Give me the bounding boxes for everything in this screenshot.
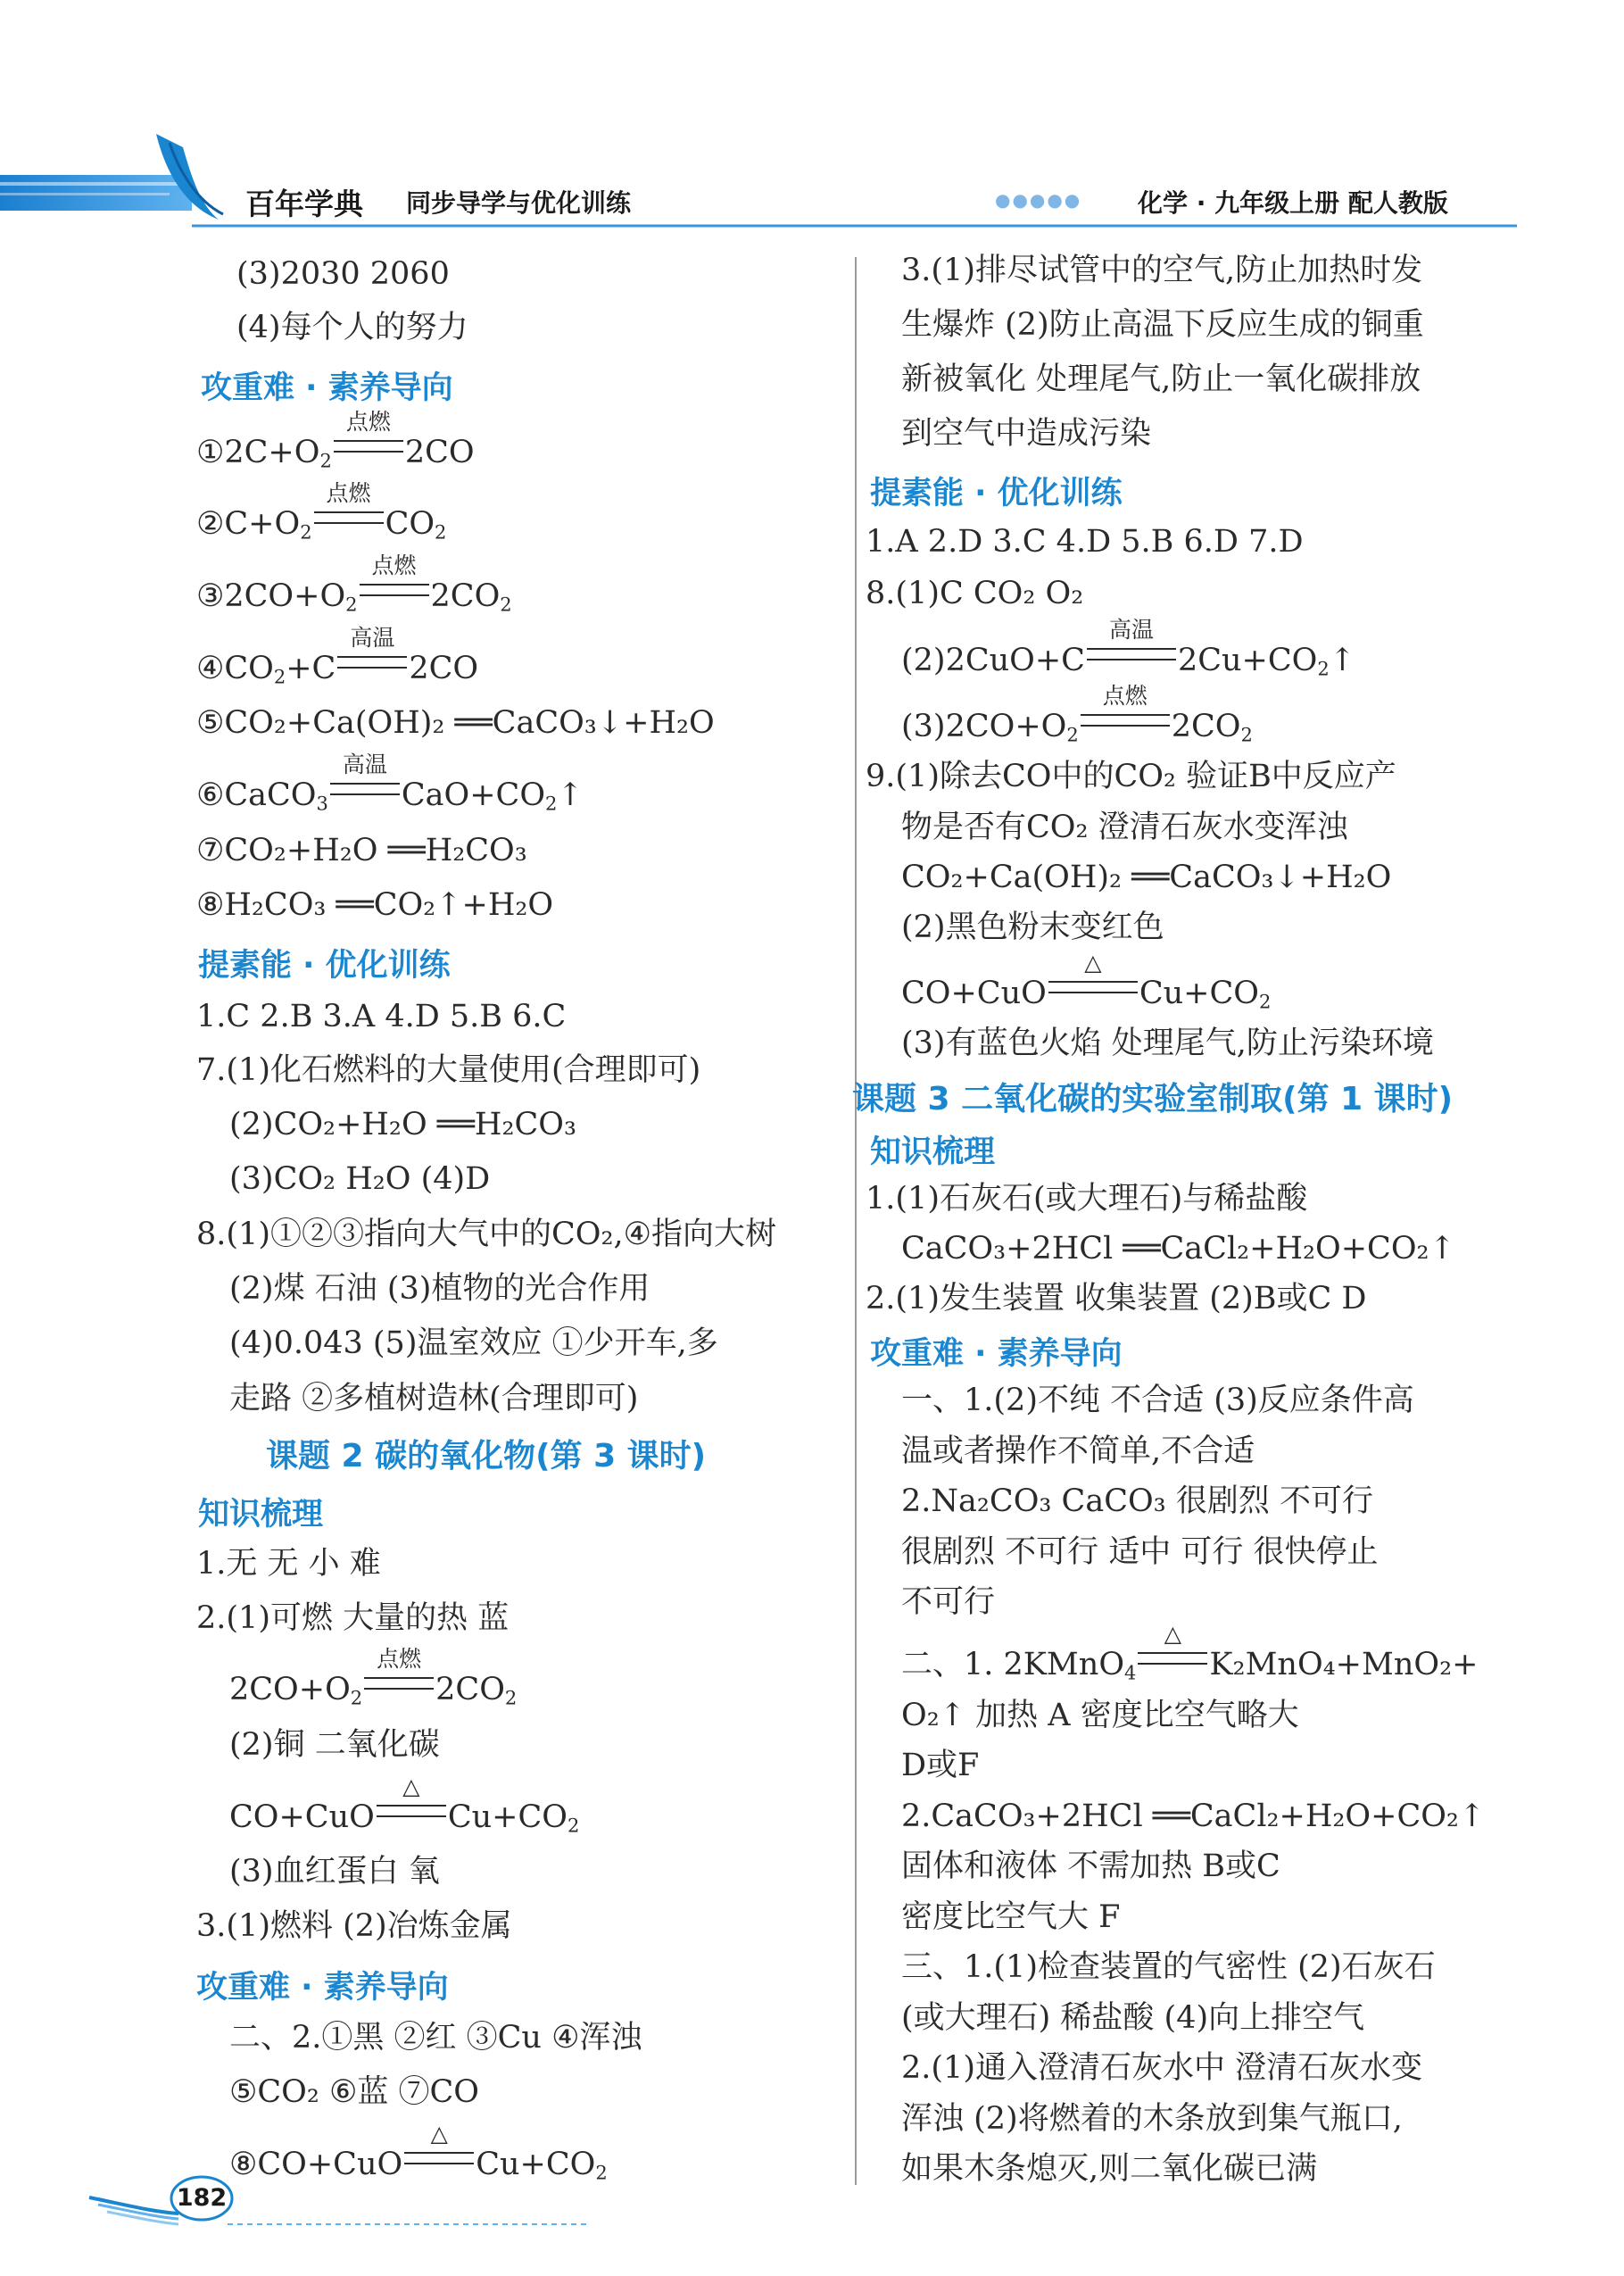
answer-line: (4)每个人的努力	[236, 310, 468, 345]
equation-line: ⑤CO₂+Ca(OH)₂ ══CaCO₃↓+H₂O	[196, 705, 715, 741]
answer-line: 到空气中造成污染	[901, 416, 1152, 452]
answer-line: (3)2030 2060	[236, 256, 450, 292]
answer-line: (2)CO₂+H₂O ══H₂CO₃	[229, 1107, 576, 1142]
answer-line: 8.(1)①②③指向大气中的CO₂,④指向大树	[196, 1217, 776, 1252]
answer-line: (3)有蓝色火焰 处理尾气,防止污染环境	[901, 1026, 1434, 1061]
page-number: 182	[176, 2184, 228, 2212]
equation-line: $①2C+O_2$ 点燃 2CO	[196, 409, 475, 472]
lesson-heading: 课题 3 二氧化碳的实验室制取(第 1 课时)	[852, 1081, 1454, 1117]
equation-line: CaCO₃+2HCl ══CaCl₂+H₂O+CO₂↑	[901, 1231, 1455, 1267]
answer-line: O₂↑ 加热 A 密度比空气略大	[901, 1698, 1299, 1733]
answer-line: 1.无 无 小 难	[196, 1546, 381, 1582]
book-title: 百年学典	[245, 187, 363, 221]
answer-line: 温或者操作不简单,不合适	[901, 1433, 1255, 1469]
equation-line: $2CO+O_2$ 点燃 $2CO_2$	[229, 1646, 518, 1709]
answer-line: (2)黑色粉末变红色	[901, 910, 1164, 945]
equation-line: ⑧H₂CO₃ ══CO₂↑+H₂O	[196, 887, 554, 923]
header-dots: ●●●●●	[995, 189, 1082, 211]
answer-line: 固体和液体 不需加热 B或C	[901, 1848, 1280, 1884]
answer-line: (2)铜 二氧化碳	[229, 1727, 440, 1763]
equation-line: $②C+O_2$ 点燃 $CO_2$	[196, 480, 447, 544]
answer-line: 8.(1)C CO₂ O₂	[866, 576, 1084, 611]
equation-line: (2)2CuO+C 高温 $2Cu+CO_2↑$	[901, 617, 1356, 680]
answer-line: 2.Na₂CO₃ CaCO₃ 很剧烈 不可行	[901, 1483, 1373, 1519]
section-heading: 提素能 · 优化训练	[870, 476, 1123, 511]
answer-line: 3.(1)燃料 (2)冶炼金属	[196, 1908, 512, 1944]
equation-line: ⑧CO+CuO △ $Cu+CO_2$	[229, 2121, 608, 2184]
answer-line: (4)0.043 (5)温室效应 ①少开车,多	[229, 1325, 718, 1361]
section-heading: 攻重难 · 素养导向	[196, 1970, 449, 2006]
footer-swoosh-icon	[0, 2169, 1624, 2249]
answer-line: 浑浊 (2)将燃着的木条放到集气瓶口,	[901, 2101, 1403, 2137]
lesson-heading: 课题 2 碳的氧化物(第 3 课时)	[266, 1438, 707, 1474]
answer-line: 1.C 2.B 3.A 4.D 5.B 6.C	[196, 999, 567, 1034]
answer-line: 很剧烈 不可行 适中 可行 很快停止	[901, 1534, 1379, 1570]
answer-line: 3.(1)排尽试管中的空气,防止加热时发	[901, 253, 1423, 288]
answer-line: 物是否有CO₂ 澄清石灰水变浑浊	[901, 810, 1348, 845]
section-heading: 知识梳理	[198, 1497, 324, 1533]
answer-line: 生爆炸 (2)防止高温下反应生成的铜重	[901, 307, 1424, 343]
answer-line: 2.(1)可燃 大量的热 蓝	[196, 1600, 510, 1636]
book-edition: 化学 · 九年级上册 配人教版	[1138, 188, 1448, 218]
answer-line: 不可行	[901, 1584, 996, 1620]
answer-line: 2.(1)通入澄清石灰水中 澄清石灰水变	[901, 2050, 1423, 2086]
equation-line: $③2CO+O_2$ 点燃 $2CO_2$	[196, 552, 512, 616]
equation-line: CO+CuO △ $Cu+CO_2$	[901, 950, 1272, 1013]
answer-line: 二、2.①黑 ②红 ③Cu ④浑浊	[229, 2020, 642, 2056]
answer-line: (2)煤 石油 (3)植物的光合作用	[229, 1271, 650, 1307]
equation-line: CO+CuO △ $Cu+CO_2$	[229, 1773, 580, 1837]
footer-decoration	[0, 2169, 1624, 2249]
answer-line: 7.(1)化石燃料的大量使用(合理即可)	[196, 1052, 701, 1088]
equation-line: CO₂+Ca(OH)₂ ══CaCO₃↓+H₂O	[901, 860, 1392, 895]
section-heading: 攻重难 · 素养导向	[201, 370, 453, 406]
answer-line: 走路 ②多植树造林(合理即可)	[229, 1381, 639, 1416]
answer-line: 如果木条熄灭,则二氧化碳已满	[901, 2151, 1318, 2187]
answer-line: 1.A 2.D 3.C 4.D 5.B 6.D 7.D	[866, 524, 1304, 560]
section-heading: 知识梳理	[870, 1134, 996, 1170]
answer-line: 新被氧化 处理尾气,防止一氧化碳排放	[901, 361, 1421, 397]
equation-line: $④CO_2+C$ 高温 2CO	[196, 625, 479, 688]
answer-line: 1.(1)石灰石(或大理石)与稀盐酸	[866, 1181, 1308, 1217]
answer-line: ⑤CO₂ ⑥蓝 ⑦CO	[229, 2074, 479, 2110]
equation-line: $(3)2CO+O_2$ 点燃 $2CO_2$	[901, 683, 1253, 746]
equation-line: 2.CaCO₃+2HCl ══CaCl₂+H₂O+CO₂↑	[901, 1798, 1486, 1834]
answer-line: (3)血红蛋白 氧	[229, 1854, 440, 1890]
book-subtitle: 同步导学与优化训练	[406, 188, 632, 218]
answer-line: D或F	[901, 1748, 980, 1783]
equation-line: 二、1. 2KMnO$_4$ △ K₂MnO₄+MnO₂+	[901, 1621, 1479, 1684]
answer-line: 一、1.(2)不纯 不合适 (3)反应条件高	[901, 1383, 1414, 1418]
section-heading: 提素能 · 优化训练	[198, 948, 451, 984]
equation-line: ⑥CaCO$_3$ 高温 $CaO+CO_2↑$	[196, 752, 584, 815]
answer-line: 2.(1)发生装置 收集装置 (2)B或C D	[866, 1281, 1367, 1317]
equation-line: ⑦CO₂+H₂O ══H₂CO₃	[196, 833, 527, 868]
answer-line: 三、1.(1)检查装置的气密性 (2)石灰石	[901, 1949, 1436, 1985]
answer-line: (或大理石) 稀盐酸 (4)向上排空气	[901, 2000, 1365, 2036]
answer-line: 9.(1)除去CO中的CO₂ 验证B中反应产	[866, 759, 1396, 794]
section-heading: 攻重难 · 素养导向	[870, 1336, 1123, 1372]
answer-line: 密度比空气大 F	[901, 1899, 1121, 1935]
column-divider	[855, 257, 857, 2185]
answer-line: (3)CO₂ H₂O (4)D	[229, 1161, 491, 1197]
